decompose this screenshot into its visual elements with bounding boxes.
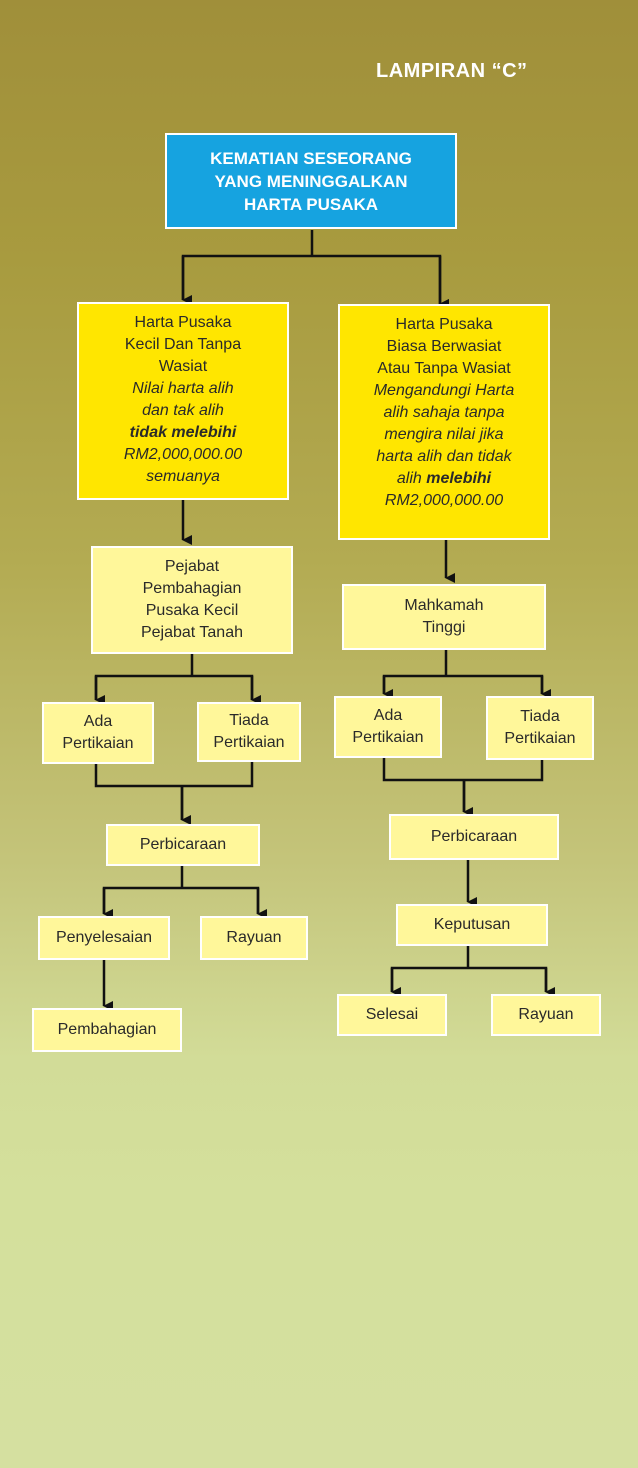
left-office-line: Pejabat xyxy=(164,558,220,575)
right-dispute-no-node xyxy=(486,696,594,760)
left-appeal-node xyxy=(200,916,308,960)
left-dispute-yes-line: Pertikaian xyxy=(62,735,134,752)
left-category-end: semuanya xyxy=(146,468,220,485)
left-category-italic: dan tak alih xyxy=(142,402,224,419)
left-dispute-no-line: Tiada xyxy=(229,712,269,729)
left-settlement-node xyxy=(38,916,170,960)
right-decision-label: Keputusan xyxy=(433,916,511,933)
left-category-line: Kecil Dan Tanpa xyxy=(124,336,242,353)
right-dispute-no-line: Tiada xyxy=(520,708,560,725)
right-category-line: Harta Pusaka xyxy=(395,316,493,333)
page-title: LAMPIRAN “C” xyxy=(376,60,528,82)
right-category-node xyxy=(338,304,550,540)
left-distribution-node xyxy=(32,1008,182,1052)
left-office-node xyxy=(91,546,293,654)
right-category-amount: RM2,000,000.00 xyxy=(384,492,504,509)
left-category-emphasis: tidak melebihi xyxy=(129,424,237,441)
right-category-emphasis: melebihi xyxy=(426,470,492,487)
right-category-italic: mengira nilai jika xyxy=(384,426,504,443)
left-dispute-no-line: Pertikaian xyxy=(213,734,285,751)
left-category-amount: RM2,000,000.00 xyxy=(123,446,243,463)
left-settlement-label: Penyelesaian xyxy=(55,929,153,946)
left-category-line: Harta Pusaka xyxy=(134,314,232,331)
connector-right-court-split xyxy=(384,650,542,694)
root-line: KEMATIAN SESEORANG xyxy=(210,148,412,168)
right-court-line: Mahkamah xyxy=(404,597,484,614)
right-category-alih: alih xyxy=(396,470,422,487)
right-category-line: Biasa Berwasiat xyxy=(386,338,502,355)
left-dispute-yes-node xyxy=(42,702,154,764)
connector-left-hearing-split xyxy=(104,866,258,914)
left-category-line: Wasiat xyxy=(158,358,208,375)
left-hearing-node xyxy=(106,824,260,866)
right-appeal-label: Rayuan xyxy=(518,1006,574,1023)
connector-right-decision-split xyxy=(392,946,546,992)
right-category-italic: alih sahaja tanpa xyxy=(383,404,505,421)
root-line: HARTA PUSAKA xyxy=(243,194,379,214)
right-court-node xyxy=(342,584,546,650)
left-category-italic: Nilai harta alih xyxy=(132,380,234,397)
right-appeal-node xyxy=(491,994,601,1036)
connector-root xyxy=(183,230,440,304)
left-office-line: Pembahagian xyxy=(142,580,242,597)
left-category-node xyxy=(77,302,289,500)
right-dispute-yes-line: Pertikaian xyxy=(352,729,424,746)
left-hearing-label: Perbicaraan xyxy=(139,836,227,853)
right-hearing-label: Perbicaraan xyxy=(430,828,518,845)
right-decision-node xyxy=(396,904,548,946)
right-done-label: Selesai xyxy=(365,1006,419,1023)
left-distribution-label: Pembahagian xyxy=(57,1021,157,1038)
root-line: YANG MENINGGALKAN xyxy=(214,171,408,191)
right-category-italic: harta alih dan tidak xyxy=(376,448,512,465)
left-office-line: Pejabat Tanah xyxy=(140,624,243,641)
right-category-line: Atau Tanpa Wasiat xyxy=(377,360,511,377)
right-category-italic: Mengandungi Harta xyxy=(373,382,515,399)
left-office-line: Pusaka Kecil xyxy=(145,602,239,619)
left-dispute-no-node xyxy=(197,702,301,762)
right-hearing-node xyxy=(389,814,559,860)
left-appeal-label: Rayuan xyxy=(226,929,282,946)
root-node xyxy=(165,133,457,229)
left-dispute-yes-line: Ada xyxy=(83,713,113,730)
right-category-mixed-line xyxy=(397,468,491,490)
right-dispute-no-line: Pertikaian xyxy=(504,730,576,747)
connector-left-office-split xyxy=(96,654,252,700)
connector-left-merge xyxy=(96,762,252,820)
right-court-line: Tinggi xyxy=(422,619,466,636)
right-done-node xyxy=(337,994,447,1036)
right-dispute-yes-line: Ada xyxy=(373,707,403,724)
right-dispute-yes-node xyxy=(334,696,442,758)
